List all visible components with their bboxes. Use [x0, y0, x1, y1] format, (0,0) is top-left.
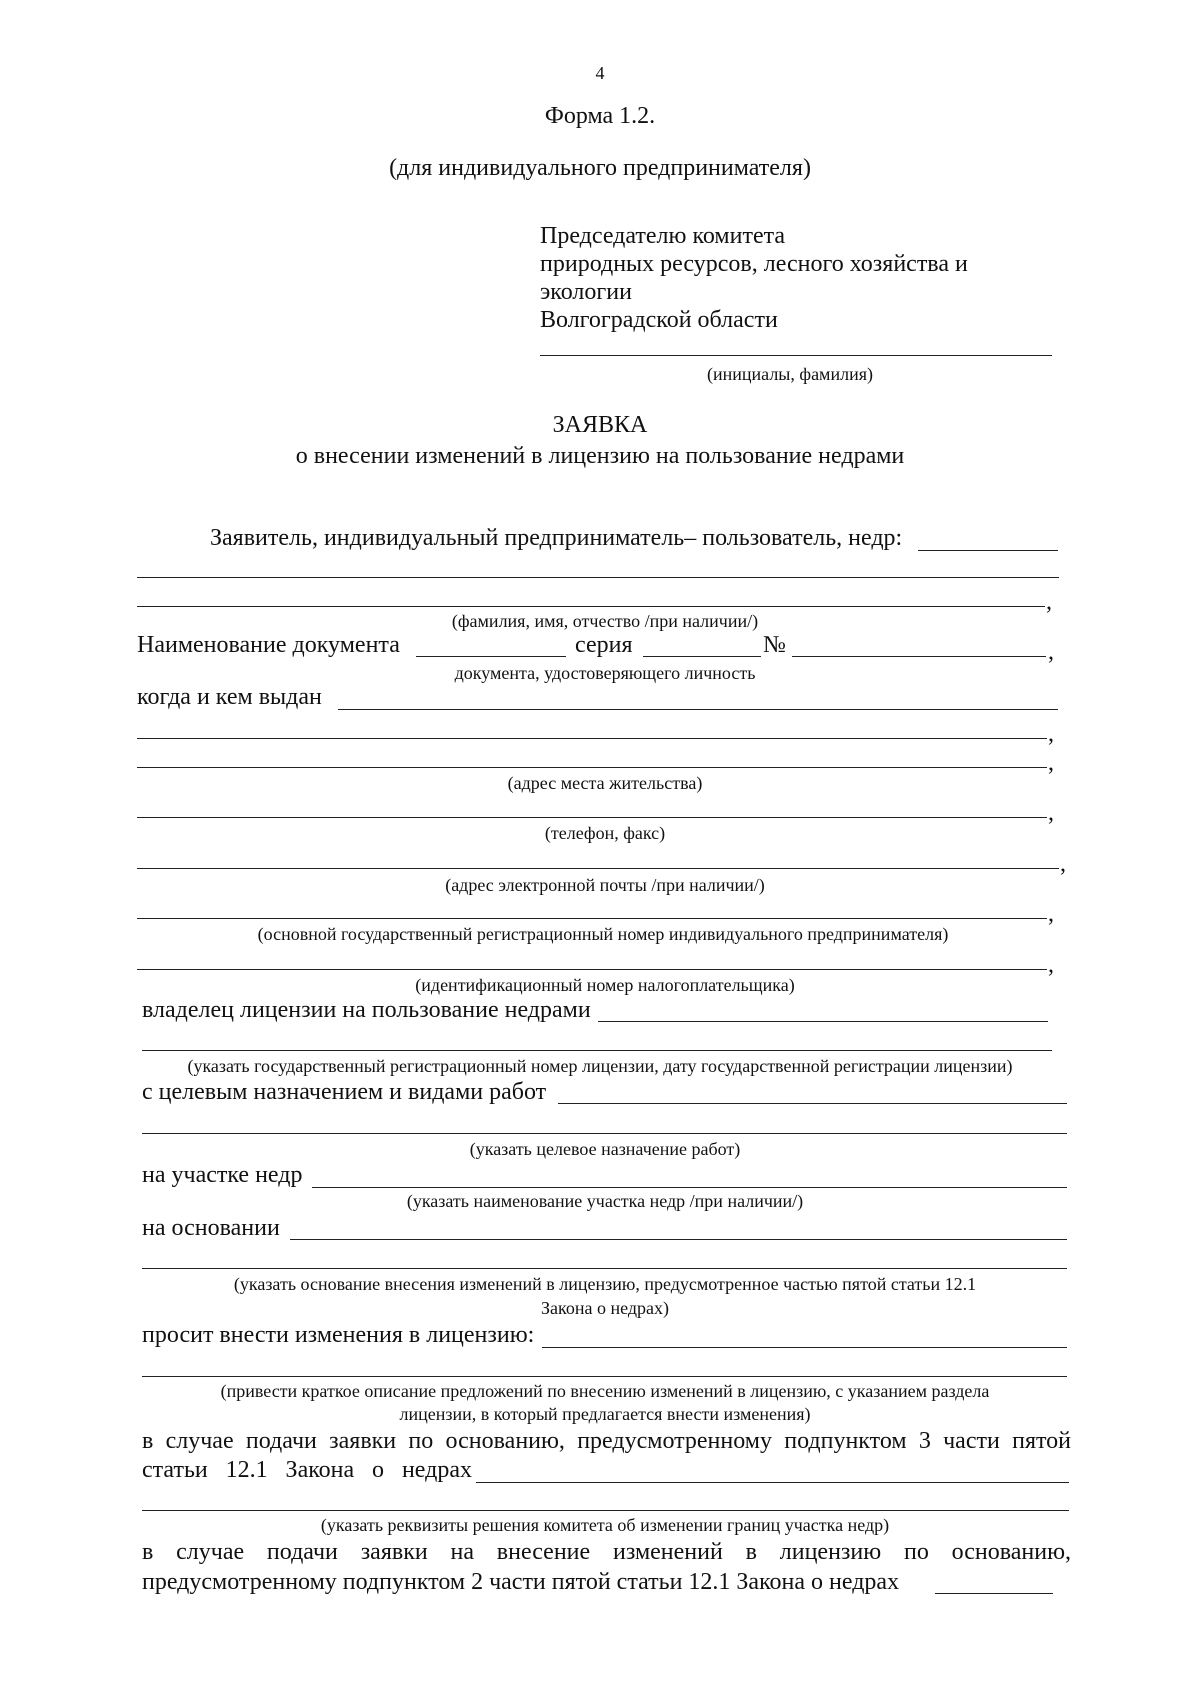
applicant-field[interactable] [918, 550, 1058, 551]
comma: , [1048, 901, 1054, 927]
doc-name-field[interactable] [416, 656, 566, 657]
doc-number-label: № [763, 632, 786, 658]
site-caption: (указать наименование участка недр /при наличии/) [406, 1191, 804, 1211]
license-owner-label: владелец лицензии на пользование недрами [142, 997, 591, 1023]
basis-field-line-2[interactable] [142, 1268, 1067, 1269]
comma: , [1048, 952, 1054, 978]
site-label: на участке недр [142, 1162, 303, 1188]
purpose-field[interactable] [558, 1103, 1067, 1104]
addressee-name-field[interactable] [540, 355, 1052, 356]
basis-caption-2: Закона о недрах) [541, 1298, 669, 1318]
fio-caption: (фамилия, имя, отчество /при наличии/) [451, 611, 759, 631]
doc-series-label: серия [575, 632, 633, 658]
document-title: ЗАЯВКА [552, 412, 648, 438]
basis-label: на основании [142, 1215, 280, 1241]
request-label: просит внести изменения в лицензию: [142, 1322, 535, 1348]
phone-caption: (телефон, факс) [544, 823, 666, 843]
license-owner-field[interactable] [598, 1021, 1048, 1022]
issued-label: когда и кем выдан [137, 684, 322, 710]
issued-field[interactable] [338, 709, 1058, 710]
site-field[interactable] [312, 1187, 1067, 1188]
inn-field[interactable] [137, 969, 1047, 970]
purpose-caption: (указать целевое назначение работ) [469, 1139, 741, 1159]
ogrnip-caption: (основной государственный регистрационный номер индивидуального предпринимателя) [257, 924, 949, 944]
purpose-field-line-2[interactable] [142, 1133, 1067, 1134]
sub3-caption: (указать реквизиты решения комитета об изменении границ участка недр) [320, 1515, 890, 1535]
basis-caption-1: (указать основание внесения изменений в лицензию, предусмотренное частью пятой статьи 12.1 [233, 1274, 977, 1294]
request-field[interactable] [542, 1347, 1067, 1348]
license-field-line-2[interactable] [142, 1050, 1052, 1051]
comma: , [1048, 750, 1054, 776]
doc-number-field[interactable] [792, 656, 1046, 657]
comma: , [1048, 800, 1054, 826]
address-field[interactable] [137, 767, 1047, 768]
email-caption: (адрес электронной почты /при наличии/) [445, 875, 765, 895]
doc-series-field[interactable] [643, 656, 761, 657]
sub2-text-line-2: предусмотренному подпунктом 2 части пятой статьи 12.1 Закона о недрах [142, 1569, 900, 1595]
applicant-field-line-2[interactable] [137, 577, 1059, 578]
applicant-field-line-3[interactable] [137, 606, 1045, 607]
license-caption: (указать государственный регистрационный номер лицензии, дату государственной регистрации лицензии) [187, 1056, 1013, 1076]
sub2-text-line-1: в случае подачи заявки на внесение изменений в лицензию по основанию, [142, 1539, 1071, 1565]
comma: , [1048, 721, 1054, 747]
applicant-label: Заявитель, индивидуальный предприниматель– пользователь, недр: [210, 525, 903, 551]
doc-name-label: Наименование документа [137, 632, 400, 658]
ogrnip-field[interactable] [137, 918, 1047, 919]
doc-caption: документа, удостоверяющего личность [454, 663, 756, 683]
sub3-text-line-1: в случае подачи заявки по основанию, предусмотренному подпунктом 3 части пятой [142, 1428, 1071, 1454]
comma: , [1048, 639, 1054, 665]
address-caption: (адрес места жительства) [507, 773, 703, 793]
basis-field[interactable] [290, 1239, 1067, 1240]
sub3-text-line-2: статьи 12.1 Закона о недрах [142, 1457, 472, 1483]
issued-field-line-2[interactable] [137, 738, 1047, 739]
document-subtitle: о внесении изменений в лицензию на пользование недрами [295, 443, 905, 469]
addressee-line-3: экологии [540, 279, 632, 305]
addressee-line-2: природных ресурсов, лесного хозяйства и [540, 251, 968, 277]
email-field[interactable] [137, 868, 1059, 869]
request-caption-2: лицензии, в который предлагается внести изменения) [399, 1404, 811, 1424]
request-caption-1: (привести краткое описание предложений по внесению изменений в лицензию, с указанием раздела [220, 1381, 990, 1401]
addressee-line-4: Волгоградской области [540, 307, 778, 333]
request-field-line-2[interactable] [142, 1376, 1067, 1377]
form-subtitle: (для индивидуального предпринимателя) [389, 155, 811, 181]
phone-field[interactable] [137, 817, 1047, 818]
addressee-line-1: Председателю комитета [540, 223, 786, 249]
sub2-field[interactable] [935, 1593, 1053, 1594]
sub3-field[interactable] [476, 1482, 1069, 1483]
comma: , [1046, 589, 1052, 615]
sub3-field-line-2[interactable] [142, 1510, 1069, 1511]
comma: , [1060, 851, 1066, 877]
purpose-label: с целевым назначением и видами работ [142, 1079, 547, 1105]
form-label: Форма 1.2. [544, 103, 656, 129]
inn-caption: (идентификационный номер налогоплательщика) [415, 975, 795, 995]
page-number: 4 [595, 63, 605, 83]
addressee-caption: (инициалы, фамилия) [707, 364, 873, 384]
